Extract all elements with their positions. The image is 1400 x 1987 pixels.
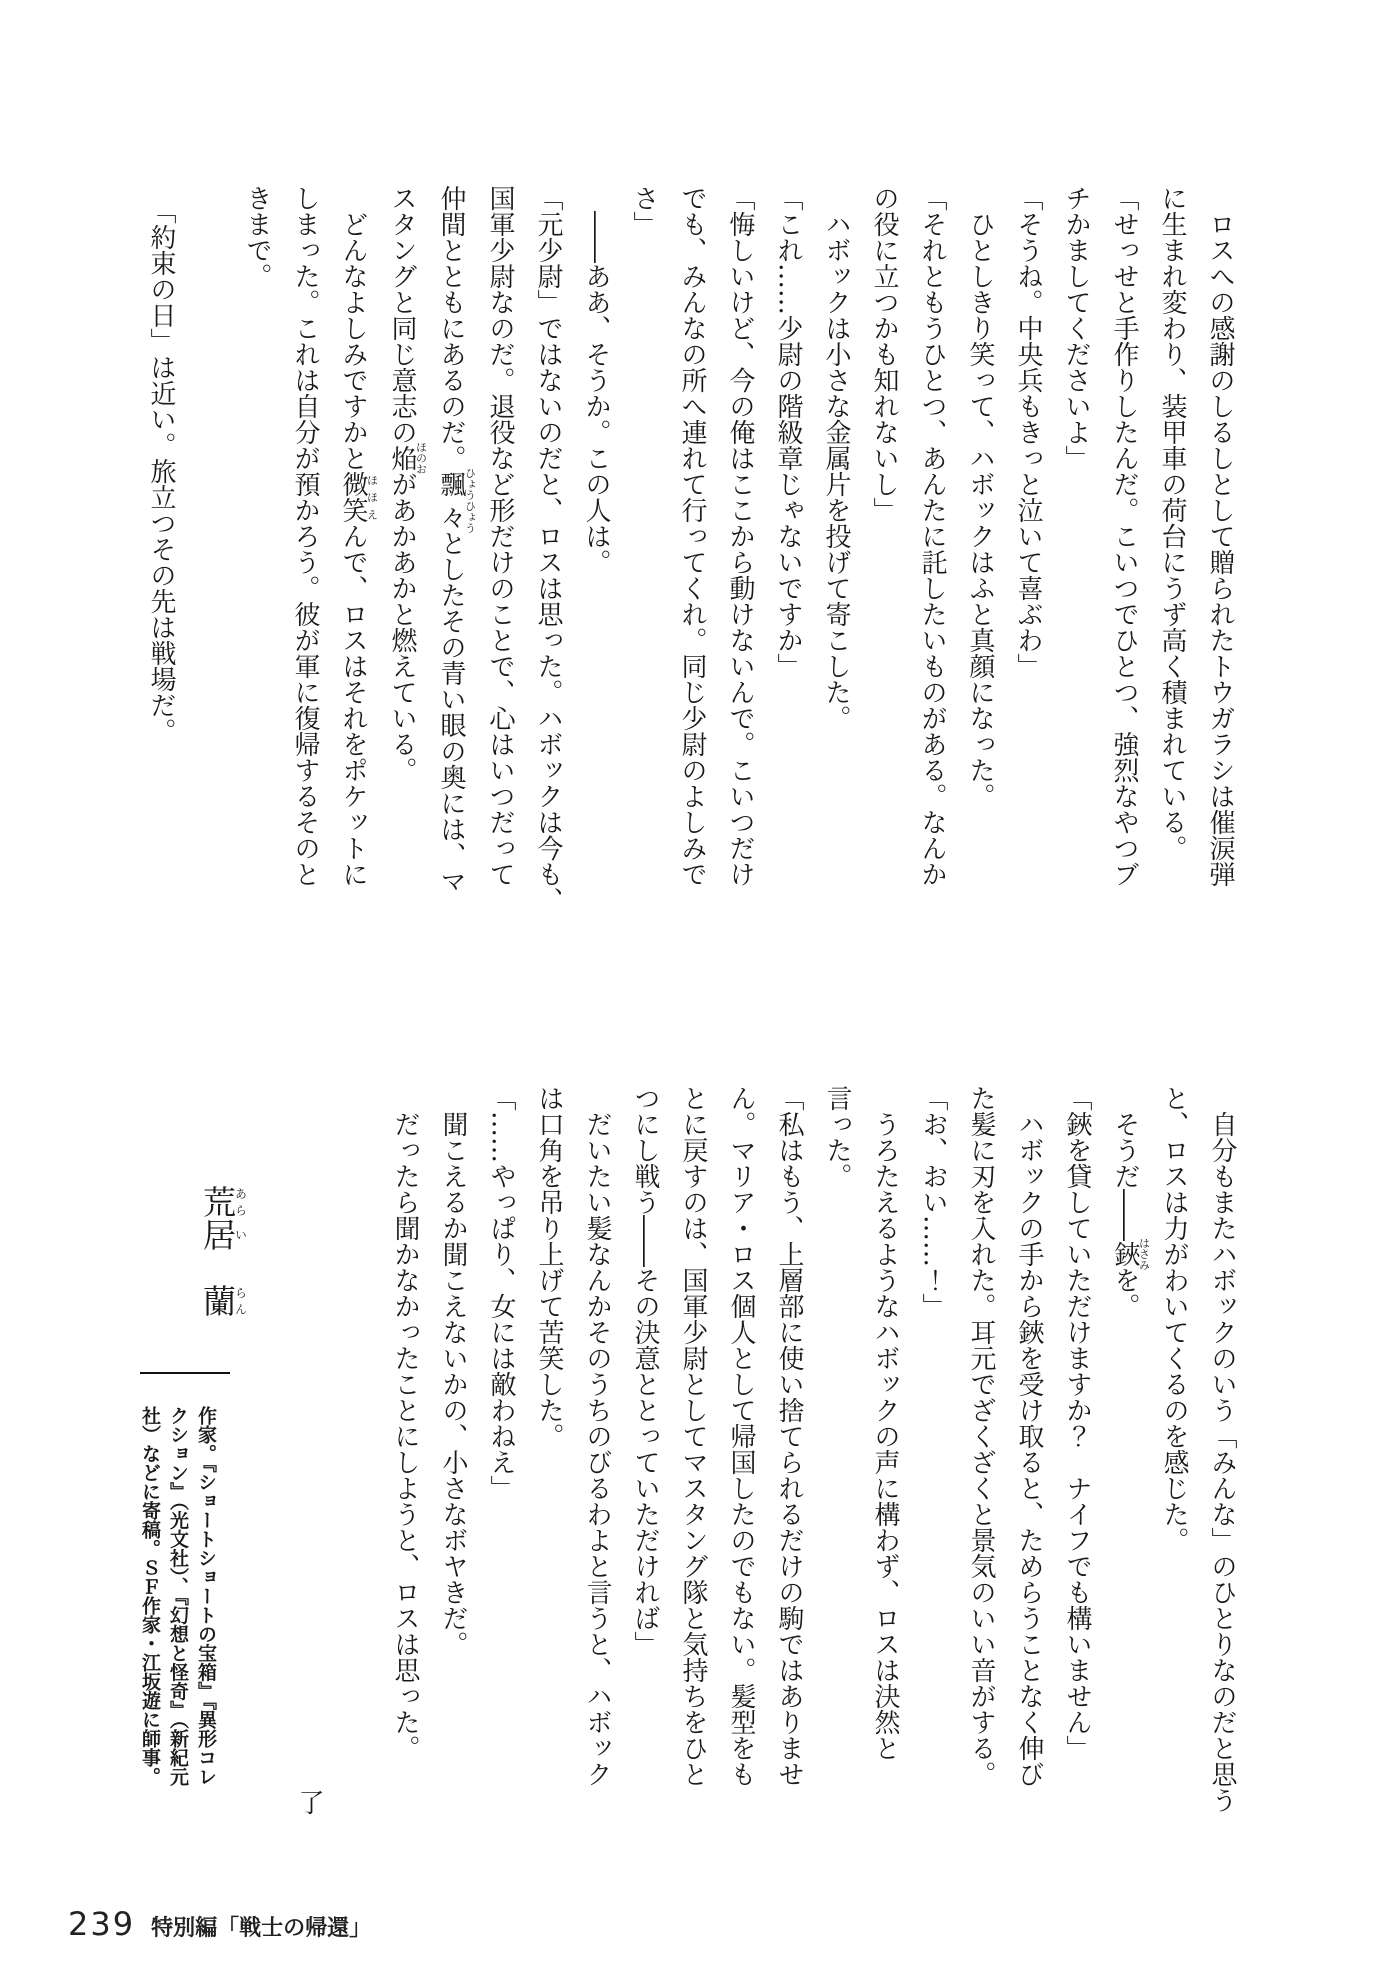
story-line: ひとしきり笑って、ハボックはふと真顔になった。: [965, 185, 995, 809]
story-line: だったら聞かなかったことにしようと、ロスは思った。: [390, 1085, 420, 1761]
story-line: ――ああ、そうか。この人は。: [581, 185, 611, 575]
story-text-top-block: [140, 185, 1244, 915]
story-line: [185, 185, 233, 915]
author-bio-line: 作家。『ショートショートの宝箱』『異形コレ: [195, 1406, 217, 1786]
story-line: 「お、おい……！」: [918, 1085, 948, 1319]
story-line: 聞こえるか聞こえないかの、小さなボヤきだ。: [438, 1085, 468, 1657]
story-text-bottom-block: [286, 1085, 1246, 1815]
story-line: チかましてくださいよ」: [1061, 185, 1091, 471]
story-line: は口角を吊り上げて苦笑した。: [534, 1085, 564, 1449]
story-line: 国軍少尉なのだ。退役など形だけのことで、心はいつだって: [485, 185, 515, 887]
story-line: 仲間とともにあるのだ。飄々ひょうひょうとしたその青い眼の奥には、マ: [436, 185, 477, 894]
story-line: 自分もまたハボックのいう「みんな」のひとりなのだと思う: [1207, 1085, 1237, 1813]
story-line: 「そうね。中央兵もきっと泣いて喜ぶわ」: [1013, 185, 1043, 679]
story-line: 「悔しいけど、今の俺はここから動けないんで。こいつだけ: [725, 185, 755, 887]
story-line: ハボックは小さな金属片を投げて寄こした。: [821, 185, 851, 731]
page-footer: [68, 1905, 371, 1943]
page-number: 239: [68, 1905, 136, 1943]
story-line: さ」: [629, 185, 659, 237]
story-line: うろたえるようなハボックの声に構わず、ロスは決然と: [870, 1085, 900, 1761]
story-line: に生まれ変わり、装甲車の荷台にうず高く積まれている。: [1157, 185, 1187, 861]
story-line: でも、みんなの所へ連れて行ってくれ。同じ少尉のよしみで: [677, 185, 707, 887]
story-line: 了: [294, 1789, 324, 1815]
story-line: 「鋏を貸していただけますか？ ナイフでも構いません」: [1062, 1085, 1092, 1761]
story-line: つにし戦う――その決意ととっていただければ」: [630, 1085, 660, 1657]
author-name: [190, 1185, 247, 1317]
story-line: ロスへの感謝のしるしとして贈られたトウガラシは催涙弾: [1205, 185, 1235, 887]
author-bio: [136, 1406, 220, 1798]
story-line: 「せっせと手作りしたんだ。こいつでひとつ、強烈なやつブ: [1109, 185, 1139, 887]
story-line: 「これ……少尉の階級章じゃないですか」: [773, 185, 803, 679]
story-line: スタングと同じ意志の焔ほのおがあかあかと燃えている。: [387, 185, 428, 783]
story-line: だいたい髪なんかそのうちのびるわよと言うと、ハボック: [582, 1085, 612, 1787]
story-line: た髪に刃を入れた。耳元でざくざくと景気のいい音がする。: [966, 1085, 996, 1787]
story-line: とに戻すのは、国軍少尉としてマスタング隊と気持ちをひと: [678, 1085, 708, 1787]
author-divider-rule: [140, 1372, 230, 1374]
story-line: 「それともうひとつ、あんたに託したいものがある。なんか: [917, 185, 947, 887]
story-line: ん。マリア・ロス個人として帰国したのでもない。髪型をも: [726, 1085, 756, 1787]
story-line: そうだ――鋏はさみを。: [1110, 1085, 1151, 1319]
author-bio-line: クション』（光文社）、『幻想と怪奇』（新紀元: [167, 1406, 189, 1786]
section-title: 特別編「戦士の帰還」: [151, 1916, 372, 1941]
story-line: と、ロスは力がわいてくるのを感じた。: [1159, 1085, 1189, 1553]
story-line: どんなよしみですかと微笑ほほえんで、ロスはそれをポケットに: [338, 185, 379, 887]
story-line: 「……やっぱり、女には敵わねえ」: [486, 1085, 516, 1501]
story-line: きまで。: [242, 185, 272, 289]
story-line: の役に立つかも知れないし」: [869, 185, 899, 523]
story-line: ハボックの手から鋏を受け取ると、ためらうことなく伸び: [1014, 1085, 1044, 1787]
story-line: 「約束の日」は近い。旅立つその先は戦場だ。: [146, 185, 176, 744]
story-line: 言った。: [822, 1085, 852, 1189]
story-line: 「元少尉」ではないのだと、ロスは思った。ハボックは今も、: [533, 185, 563, 913]
author-bio-line: 社）などに寄稿。ＳＦ作家・江坂遊に師事。: [139, 1406, 161, 1786]
story-line: しまった。これは自分が預かろう。彼が軍に復帰するそのと: [290, 185, 320, 887]
story-line: 「私はもう、上層部に使い捨てられるだけの駒ではありませ: [774, 1085, 804, 1787]
author-name-line: 荒あら居い 蘭らん: [198, 1185, 248, 1317]
story-line: [333, 1085, 381, 1815]
